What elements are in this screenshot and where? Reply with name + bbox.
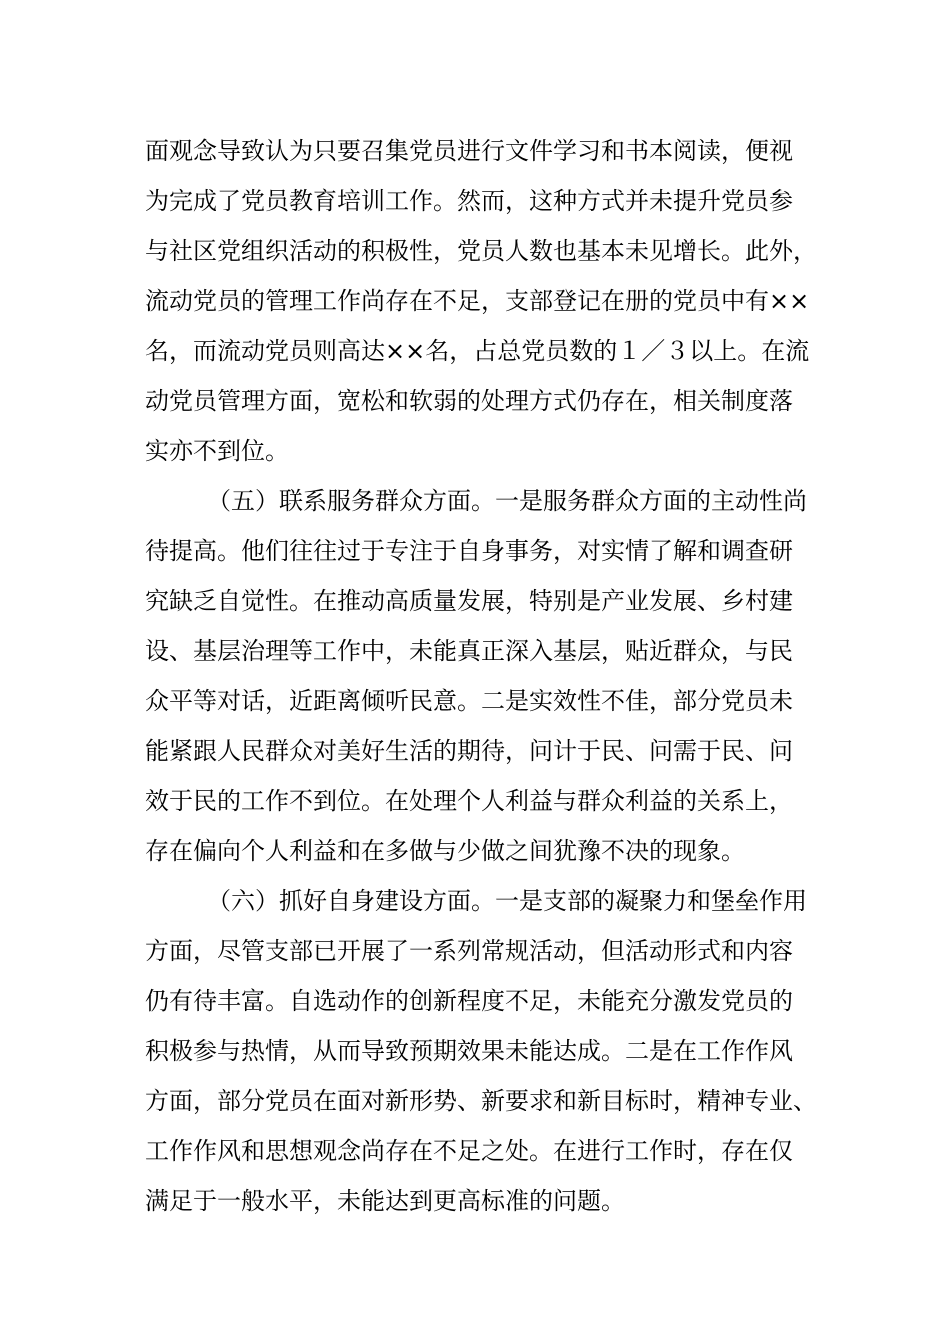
paragraph-continuation: [145, 126, 835, 476]
text-line: 究缺乏自觉性。在推动高质量发展，特别是产业发展、乡村建: [145, 587, 793, 615]
text-line: 待提高。他们往往过于专注于自身事务，对实情了解和调查研: [145, 537, 793, 565]
document-body: [145, 126, 835, 1226]
text-line: 方面，尽管支部已开展了一系列常规活动，但活动形式和内容: [145, 937, 793, 965]
text-line: 名，而流动党员则高达××名，占总党员数的１／３以上。在流: [145, 337, 810, 365]
text-line: 存在偏向个人利益和在多做与少做之间犹豫不决的现象。: [145, 837, 745, 865]
text-line: （六）抓好自身建设方面。一是支部的凝聚力和堡垒作用: [207, 887, 807, 915]
paragraph-section-6: [145, 876, 835, 1226]
text-line: 与社区党组织活动的积极性，党员人数也基本未见增长。此外，: [145, 237, 817, 265]
text-line: 积极参与热情，从而导致预期效果未能达成。二是在工作作风: [145, 1037, 793, 1065]
text-line: 工作作风和思想观念尚存在不足之处。在进行工作时，存在仅: [145, 1137, 793, 1165]
text-line: 效于民的工作不到位。在处理个人利益与群众利益的关系上，: [145, 787, 793, 815]
text-line: 动党员管理方面，宽松和软弱的处理方式仍存在，相关制度落: [145, 387, 793, 415]
text-line: 流动党员的管理工作尚存在不足，支部登记在册的党员中有××: [145, 287, 810, 315]
text-line: 满足于一般水平，未能达到更高标准的问题。: [145, 1187, 625, 1215]
paragraph-section-5: [145, 476, 835, 876]
text-line: 仍有待丰富。自选动作的创新程度不足，未能充分激发党员的: [145, 987, 793, 1015]
text-line: 能紧跟人民群众对美好生活的期待，问计于民、问需于民、问: [145, 737, 793, 765]
text-line: 众平等对话，近距离倾听民意。二是实效性不佳，部分党员未: [145, 687, 793, 715]
text-line: （五）联系服务群众方面。一是服务群众方面的主动性尚: [207, 487, 807, 515]
text-line: 设、基层治理等工作中，未能真正深入基层，贴近群众，与民: [145, 637, 793, 665]
text-line: 为完成了党员教育培训工作。然而，这种方式并未提升党员参: [145, 187, 793, 215]
text-line: 方面，部分党员在面对新形势、新要求和新目标时，精神专业、: [145, 1087, 817, 1115]
text-line: 实亦不到位。: [145, 437, 289, 465]
text-line: 面观念导致认为只要召集党员进行文件学习和书本阅读，便视: [145, 137, 793, 165]
